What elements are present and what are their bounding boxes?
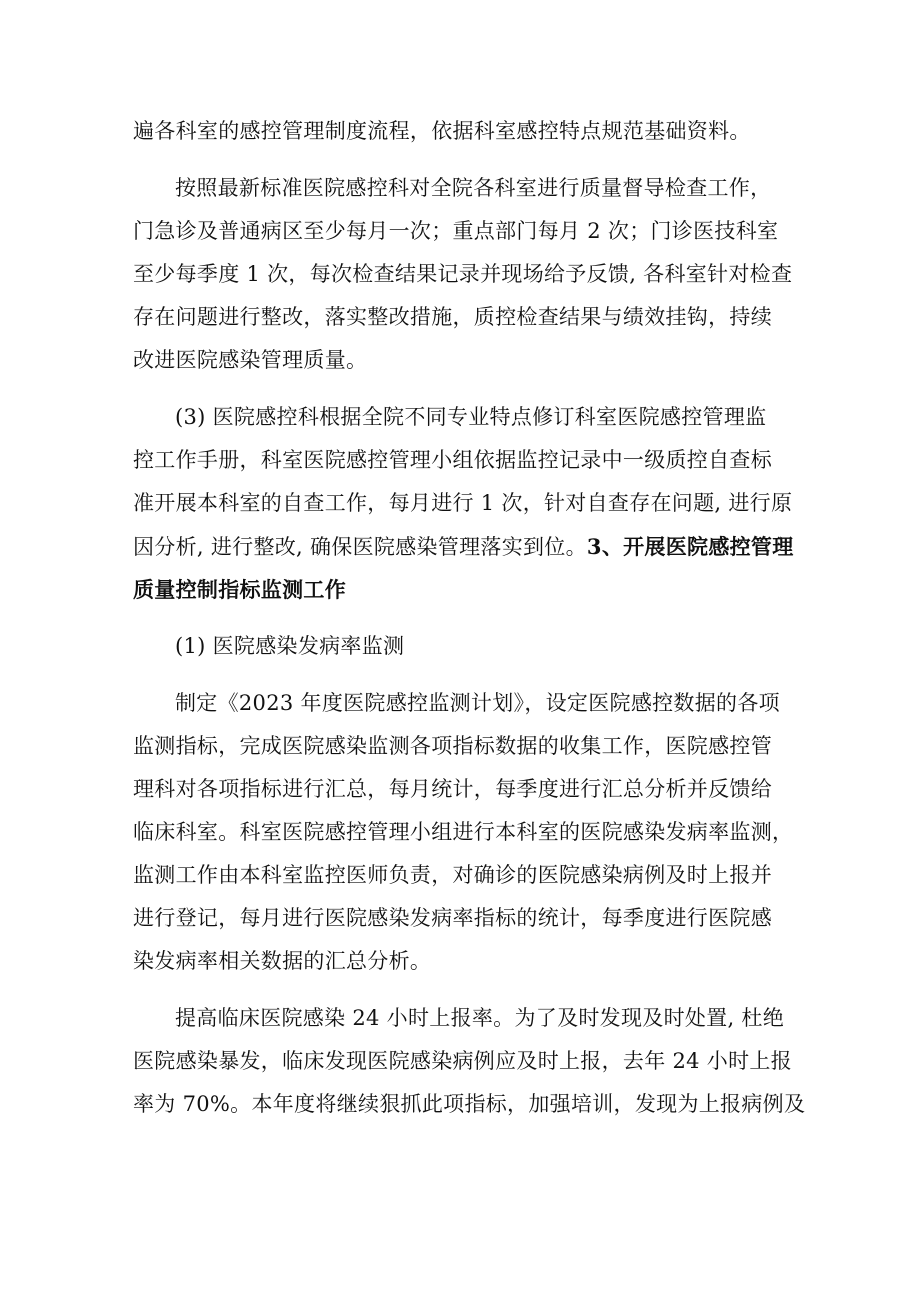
text-line: 率为 70%。本年度将继续狠抓此项指标，加强培训，发现为上报病例及 bbox=[133, 1092, 806, 1116]
text-line: 按照最新标准医院感控科对全院各科室进行质量督导检查工作， bbox=[175, 176, 772, 200]
text-line: 监测工作由本科室监控医师负责，对确诊的医院感染病例及时上报并 bbox=[133, 863, 772, 887]
document-page bbox=[133, 110, 806, 1126]
text-line: 门急诊及普通病区至少每月一次；重点部门每月 2 次；门诊医技科室 bbox=[133, 219, 779, 243]
text-line: 监测指标，完成医院感染监测各项指标数据的收集工作，医院感控管 bbox=[133, 734, 772, 758]
text-line: (3) 医院感控科根据全院不同专业特点修订科室医院感控管理监 bbox=[175, 405, 767, 429]
text-line: 进行登记，每月进行医院感染发病率指标的统计，每季度进行医院感 bbox=[133, 906, 772, 930]
text-line: 至少每季度 1 次，每次检查结果记录并现场给予反馈, 各科室针对检查 bbox=[133, 262, 793, 286]
text-line: 医院感染暴发，临床发现医院感染病例应及时上报，去年 24 小时上报 bbox=[133, 1049, 792, 1073]
section-heading-continued: 质量控制指标监测工作 bbox=[133, 577, 346, 602]
text-line: 改进医院感染管理质量。 bbox=[133, 348, 368, 372]
text-line: 提高临床医院感染 24 小时上报率。为了及时发现及时处置, 杜绝 bbox=[175, 1006, 785, 1030]
text-line: 染发病率相关数据的汇总分析。 bbox=[133, 949, 432, 973]
text-line: 临床科室。科室医院感控管理小组进行本科室的医院感染发病率监测， bbox=[133, 820, 794, 844]
text-line: 理科对各项指标进行汇总，每月统计，每季度进行汇总分析并反馈给 bbox=[133, 777, 772, 801]
text-line: 控工作手册，科室医院感控管理小组依据监控记录中一级质控自查标 bbox=[133, 448, 772, 472]
text-line: 准开展本科室的自查工作，每月进行 1 次，针对自查存在问题, 进行原 bbox=[133, 491, 793, 515]
text-line: 存在问题进行整改，落实整改措施，质控检查结果与绩效挂钩，持续 bbox=[133, 305, 772, 329]
section-heading: 3、开展医院感控管理 bbox=[586, 534, 794, 559]
text-segment: 因分析, 进行整改, 确保医院感染管理落实到位。 bbox=[133, 535, 587, 559]
subsection-heading: (1) 医院感染发病率监测 bbox=[175, 634, 405, 658]
text-line bbox=[133, 525, 795, 568]
text-line: 遍各科室的感控管理制度流程，依据科室感控特点规范基础资料。 bbox=[133, 119, 751, 143]
text-line: 制定《2023 年度医院感控监测计划》，设定医院感控数据的各项 bbox=[175, 691, 780, 715]
